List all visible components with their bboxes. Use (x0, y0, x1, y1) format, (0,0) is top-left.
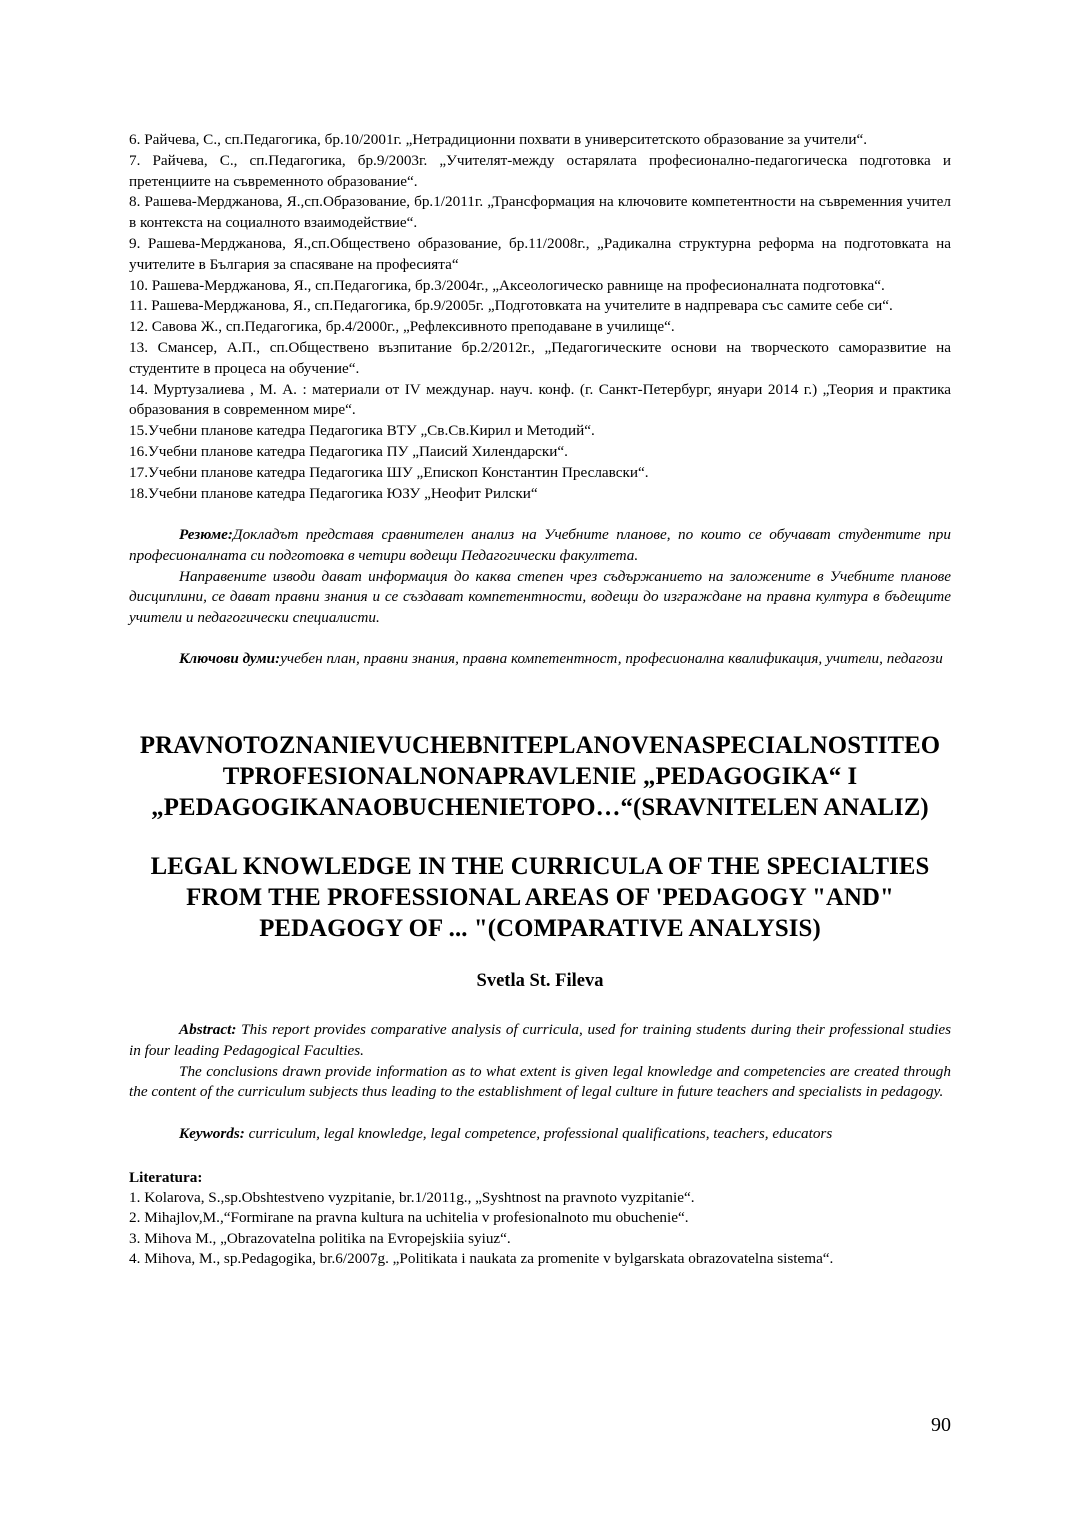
title-line: PEDAGOGY OF ... "(COMPARATIVE ANALYSIS) (259, 914, 821, 942)
keywords-en-paragraph (129, 1124, 951, 1145)
reference-item: 15.Учебни планове катедра Педагогика ВТУ „Св.Св.Кирил и Методий“. (129, 422, 595, 440)
literatura-item: 1. Kolarova, S.,sp.Obshtestveno vyzpitanie, br.1/2011g., „Syshtnost na pravnoto vyzpitanie“. (129, 1188, 695, 1206)
reference-item: 8. Рашева-Мерджанова, Я.,сп.Образование, бр.1/2011г. „Трансформация на ключовите компетентности на съвременния учител в контекста на социалното взаимодействие“. (129, 193, 951, 232)
keywords-bg-paragraph (129, 649, 951, 670)
keywords-en-section (129, 1124, 951, 1145)
title-line: FROM THE PROFESSIONAL AREAS OF 'PEDAGOGY "AND" (186, 883, 894, 911)
reference-item: 16.Учебни планове катедра Педагогика ПУ „Паисий Хилендарски“. (129, 442, 568, 460)
abstract-paragraph-1 (129, 1020, 951, 1062)
keywords-bg-text: учебен план, правни знания, правна компетентност, професионална квалификация, учители, педагози (280, 650, 943, 668)
reference-item: 11. Рашева-Мерджанова, Я., сп.Педагогика, бр.9/2005г. „Подготовката на учителите в надпревара със самите себе си“. (129, 297, 893, 315)
abstract-section (129, 1020, 951, 1103)
title-line: TPROFESIONALNONAPRAVLENIE „PEDAGOGIKA“ I (222, 762, 858, 790)
reference-item: 14. Муртузалиева , М. А. : материали от IV междунар. науч. конф. (г. Санкт-Петербург, януари 2014 г.) „Теория и практика образования в современном мире“. (129, 380, 951, 419)
reference-item: 9. Рашева-Мерджанова, Я.,сп.Обществено образование, бр.11/2008г., „Радикална структурна реформа на подготовката на учителите в България за спасяване на професията“ (129, 234, 951, 273)
reference-item: 18.Учебни планове катедра Педагогика ЮЗУ „Неофит Рилски“ (129, 484, 538, 502)
title-english (129, 851, 951, 944)
literatura-heading: Literatura: (129, 1168, 203, 1186)
reference-item: 17.Учебни планове катедра Педагогика ШУ „Епископ Константин Преславски“. (129, 463, 649, 481)
literatura-item: 2. Mihajlov,M.,“Formirane na pravna kultura na uchitelia v profesionalnoto mu obuchenie“. (129, 1209, 689, 1227)
literatura-item: 3. Mihova M., „Obrazovatelna politika na Evropejskiia syiuz“. (129, 1229, 511, 1247)
keywords-en-text: curriculum, legal knowledge, legal competence, professional qualifications, teachers, educators (244, 1125, 833, 1143)
author-name: Svetla St. Fileva (476, 970, 604, 991)
resume-section (129, 525, 951, 628)
literatura-list (129, 1188, 951, 1270)
title-transliterated (129, 730, 951, 823)
title-line: LEGAL KNOWLEDGE IN THE CURRICULA OF THE SPECIALTIES (150, 852, 930, 880)
resume-paragraph-2: Направените изводи дават информация до каква степен чрез съдържанието на заложените в Учебните планове дисциплини, се дават правни знания и се създават компетентности, водещи до изграждане на правна култура в бъдещите учители и педагогически специалисти. (129, 567, 951, 626)
keywords-bg-section (129, 649, 951, 670)
title-line: PRAVNOTOZNANIEVUCHEBNITEPLANOVENASPECIALNOSTITEO (139, 731, 941, 759)
abstract-text-1: This report provides comparative analysis of curricula, used for training students during their professional studies in four leading Pedagogical Faculties. (129, 1020, 951, 1059)
keywords-en-label: Keywords: (179, 1125, 245, 1143)
abstract-paragraph-2: The conclusions drawn provide information as to what extent is given legal knowledge and competencies are created through the content of the curriculum subjects thus leading to the establishment of legal culture in future teachers and specialists in pedagogy. (129, 1062, 951, 1101)
reference-item: 13. Смансер, А.П., сп.Обществено възпитание бр.2/2012г., „Педагогическите основи на творческото саморазвитие на студентите в процеса на обучение“. (129, 338, 951, 377)
literatura-item: 4. Mihova, M., sp.Pedagogika, br.6/2007g. „Politikata i naukata za promenite v bylgarskata obrazovatelna sistema“. (129, 1250, 834, 1268)
abstract-label: Abstract: (179, 1020, 237, 1038)
reference-list-bg (129, 130, 951, 504)
reference-item: 6. Райчева, С., сп.Педагогика, бр.10/2001г. „Нетрадиционни похвати в университетското образование за учители“. (129, 131, 868, 148)
reference-item: 12. Савова Ж., сп.Педагогика, бр.4/2000г., „Рефлексивното преподаване в училище“. (129, 318, 675, 336)
reference-item: 7. Райчева, С., сп.Педагогика, бр.9/2003г. „Учителят-между остарялата професионално-педагогическа подготовка и претенциите на съвременното образование“. (129, 151, 951, 190)
page-number: 90 (931, 1414, 951, 1436)
resume-paragraph-1 (129, 525, 951, 566)
resume-text-1: Докладът представя сравнителен анализ на Учебните планове, по които се обучават студентите при професионалната си подготовка в четири водещи Педагогически факултета. (129, 526, 951, 564)
resume-label: Резюме: (179, 526, 233, 544)
page-content (129, 130, 951, 1270)
title-line: „PEDAGOGIKANAOBUCHENIETOPO…“(SRAVNITELEN ANALIZ) (151, 793, 929, 821)
reference-item: 10. Рашева-Мерджанова, Я., сп.Педагогика, бр.3/2004г., „Аксеологическо равнище на професионалната подготовка“. (129, 276, 885, 294)
keywords-bg-label: Ключови думи: (179, 650, 281, 668)
